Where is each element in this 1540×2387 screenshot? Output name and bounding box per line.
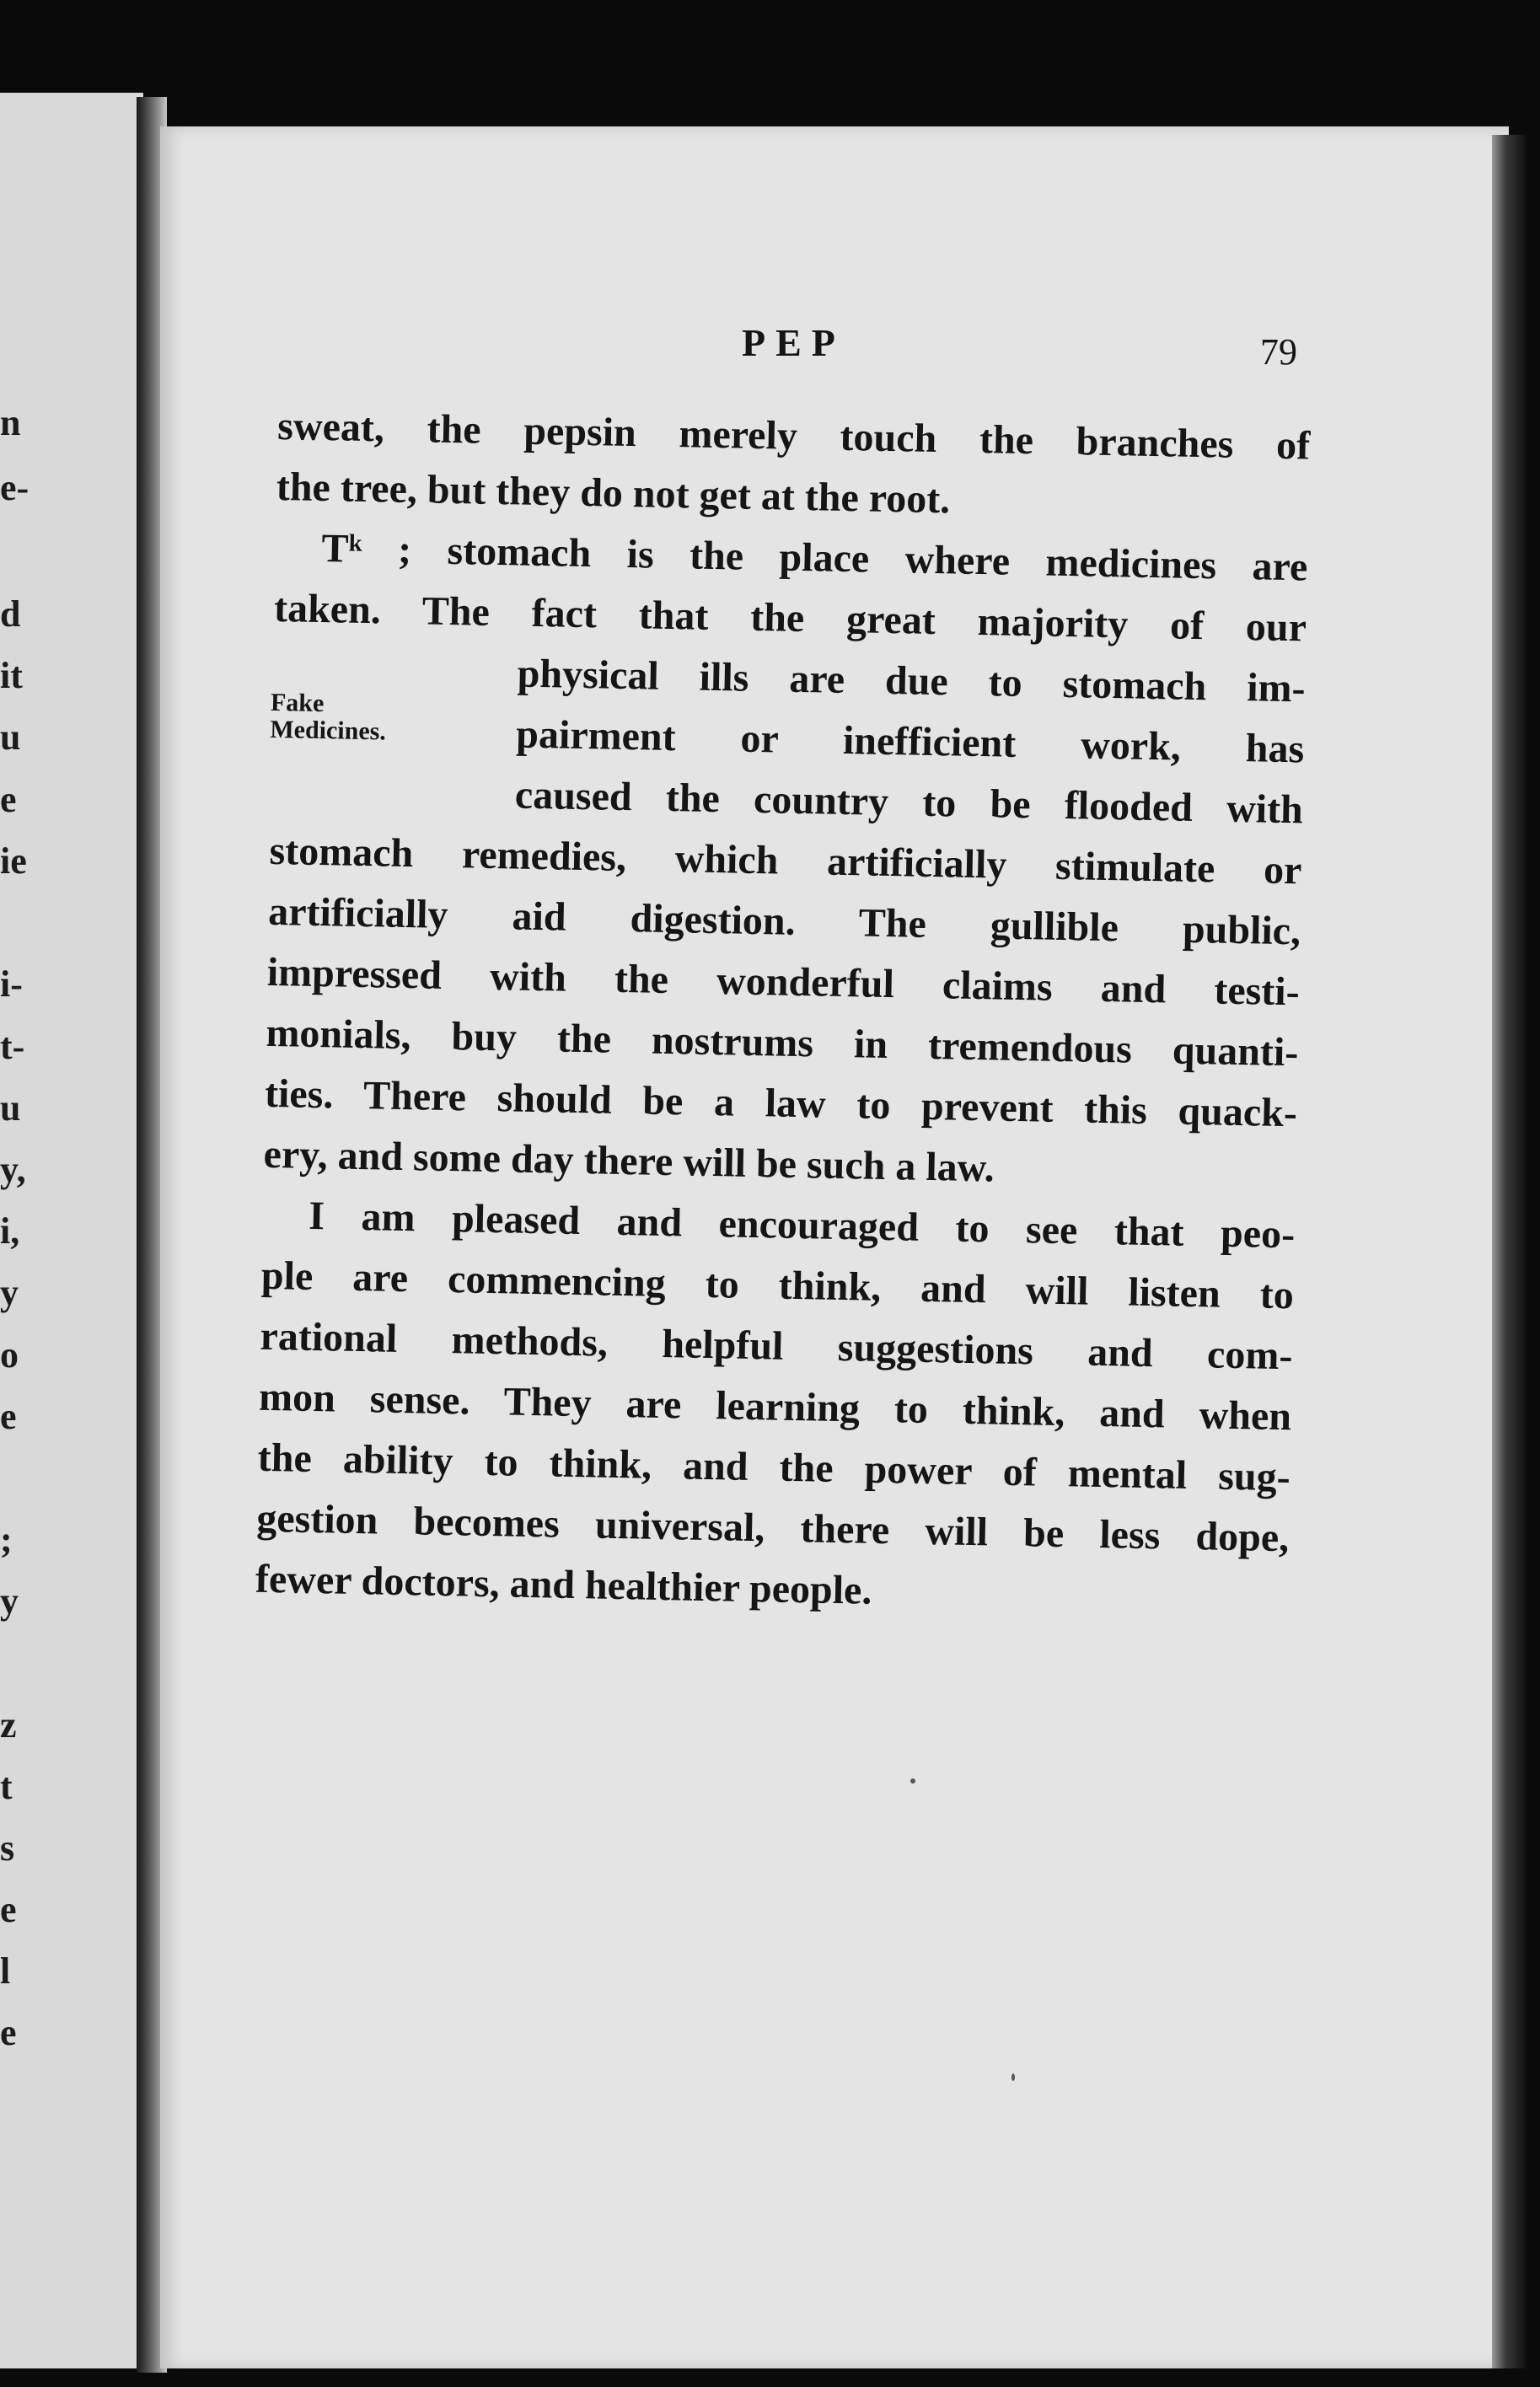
- previous-page-fragment: ;: [0, 1519, 13, 1560]
- sidenote-wrap-block: [270, 639, 1306, 840]
- body-text: [255, 396, 1310, 1629]
- previous-page-fragment: u: [0, 1087, 21, 1129]
- previous-page-fragment: t-: [0, 1026, 25, 1067]
- previous-page-fragment: y,: [0, 1149, 26, 1190]
- text-line: the tree, but they do not get at the root.: [276, 464, 951, 523]
- previous-page-fragment: n: [0, 402, 21, 443]
- previous-page-fragment: i-: [0, 963, 23, 1005]
- text-line: rational methods, helpful suggestions and com-: [260, 1313, 1293, 1379]
- previous-page-fragment: e: [0, 779, 17, 820]
- text-line: stomach remedies, which artificially stimulate or: [269, 828, 1302, 893]
- previous-page-fragment: it: [0, 655, 23, 696]
- previous-page-fragment: y: [0, 1580, 19, 1622]
- previous-page-fragment: l: [0, 1950, 11, 1992]
- page-number: 79: [1260, 331, 1297, 373]
- text-line: the ability to think, and the power of mental sug-: [257, 1435, 1291, 1500]
- previous-page-fragment: z: [0, 1704, 17, 1746]
- text-line: ery, and some day there will be such a law.: [263, 1131, 995, 1191]
- margin-note-line: Medicines.: [270, 715, 387, 746]
- text-line: sweat, the pepsin merely touch the branches of: [276, 403, 1311, 469]
- previous-page-edge: [0, 93, 143, 2368]
- text-line: mon sense. They are learning to think, and when: [258, 1374, 1292, 1440]
- previous-page-fragment: e: [0, 1889, 17, 1930]
- previous-page-fragment: o: [0, 1334, 19, 1376]
- previous-page-fragment: u: [0, 716, 21, 758]
- previous-page-fragment: i,: [0, 1210, 20, 1252]
- previous-page-fragment: ie: [0, 840, 27, 882]
- text-line: monials, buy the nostrums in tremendous quanti-: [265, 1010, 1299, 1075]
- text-line: ties. There should be a law to prevent this quack-: [264, 1070, 1298, 1136]
- previous-page-fragment: e: [0, 1396, 17, 1437]
- previous-page-fragment: y: [0, 1272, 19, 1313]
- previous-page-fragment: t: [0, 1766, 13, 1807]
- previous-page-fragment: e: [0, 2012, 17, 2053]
- previous-page-fragment: s: [0, 1827, 15, 1869]
- previous-page-fragment: d: [0, 593, 21, 635]
- paper-speck: [1011, 2073, 1015, 2081]
- text-line: I am pleased and encouraged to see that peo-: [308, 1193, 1296, 1258]
- page-edge-shadow: [1492, 135, 1526, 2368]
- text-line: impressed with the wonderful claims and testi-: [266, 949, 1301, 1015]
- running-head: PEP: [742, 321, 845, 364]
- text-line: taken. The fact that the great majority of our: [273, 585, 1307, 651]
- margin-note-line: Fake: [270, 688, 325, 718]
- text-line: Tᵏ ; stomach is the place where medicines are: [321, 526, 1308, 590]
- text-line: pairment or inefficient work, has: [515, 711, 1305, 772]
- text-line: artificially aid digestion. The gullible public,: [267, 888, 1301, 954]
- text-line: fewer doctors, and healthier people.: [255, 1556, 872, 1613]
- text-line: ple are commencing to think, and will listen to: [260, 1253, 1295, 1318]
- text-line: caused the country to be flooded with: [514, 772, 1304, 833]
- text-line: gestion becomes universal, there will be less dope,: [255, 1495, 1290, 1561]
- margin-note: [270, 689, 387, 746]
- previous-page-fragment: e-: [0, 467, 30, 508]
- paper-speck: [910, 1778, 915, 1784]
- text-line: physical ills are due to stomach im-: [517, 651, 1307, 711]
